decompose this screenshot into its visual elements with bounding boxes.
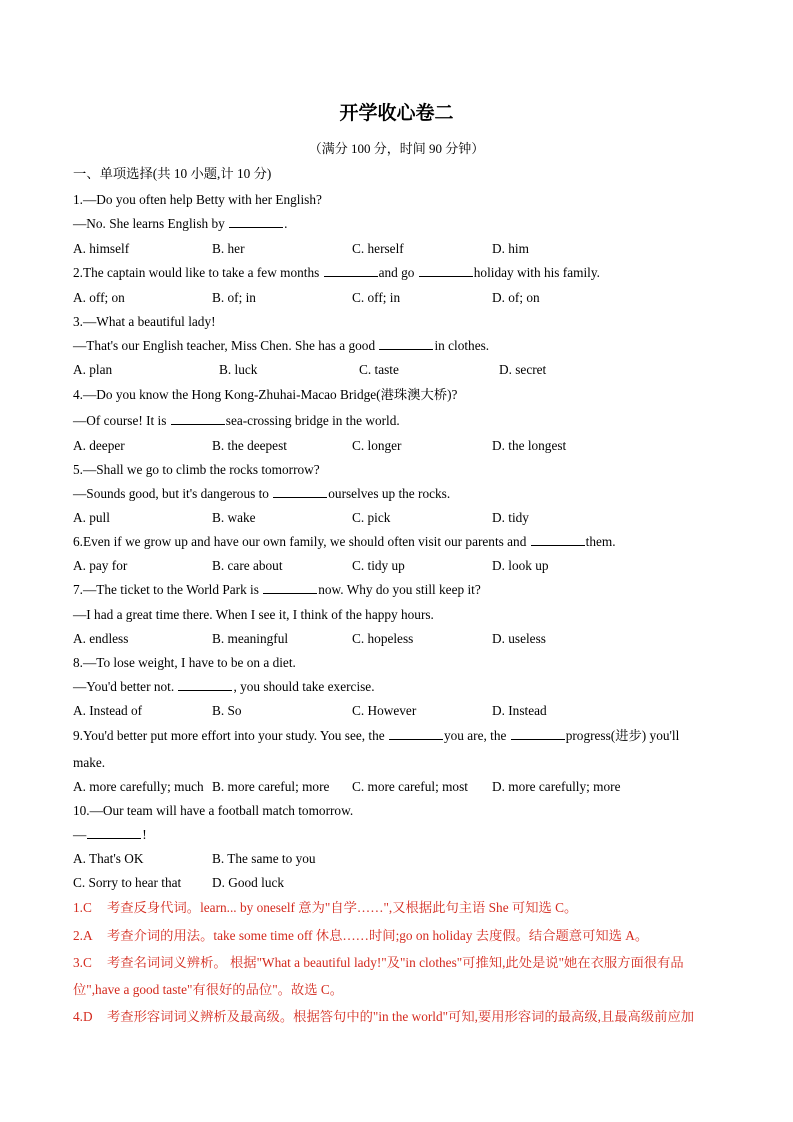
q8-reply-text: —You'd better not. [73,679,175,694]
answer-blank [171,412,225,425]
q9-option-a: A. more carefully; much [73,779,204,794]
answer-blank [379,337,433,350]
q9-text-1: 9.You'd better put more effort into your study. You see, the [73,728,385,743]
answer-text: 位",have a good taste"有很好的品位"。故选 C。 [73,982,344,997]
q10-option-a: A. That's OK [73,851,144,866]
q2-text-3: holiday with his family. [473,265,600,280]
q2-option-b: B. of; in [212,290,256,305]
answer-number: 1.C [73,900,92,915]
answer-blank [178,678,232,691]
q2-option-d: D. of; on [492,290,540,305]
q10-reply-text: — [73,827,87,842]
q3-reply-text: —That's our English teacher, Miss Chen. She has a good [73,338,376,353]
q6-option-c: C. tidy up [352,558,405,573]
answer-blank [531,533,585,546]
q7-stem [73,581,481,599]
answer-blank [229,215,283,228]
q1-option-b: B. her [212,241,245,256]
q4-reply [73,412,400,430]
q1-option-a: A. himself [73,241,130,256]
answer-explanation [73,899,577,917]
q3-reply-end: in clothes. [434,338,490,353]
q4-option-d: D. the longest [492,438,567,453]
q6-text-2: them. [585,534,616,549]
q8-option-d: D. Instead [492,703,547,718]
q9-stem [73,727,679,745]
q3-option-b: B. luck [219,362,258,377]
q6-option-b: B. care about [212,558,283,573]
q8-option-b: B. So [212,703,242,718]
q1-reply [73,215,287,233]
q6-option-a: A. pay for [73,558,128,573]
q8-option-a: A. Instead of [73,703,143,718]
q1-reply-text: —No. She learns English by [73,216,225,231]
q5-reply-end: ourselves up the rocks. [328,486,451,501]
answer-blank [324,264,378,277]
q2-option-c: C. off; in [352,290,401,305]
q9-option-b: B. more careful; more [212,779,330,794]
q10-reply [73,826,147,844]
answer-number: 3.C [73,955,92,970]
section-heading: 一、单项选择(共 10 小题,计 10 分) [73,166,272,181]
q2-option-a: A. off; on [73,290,125,305]
q10-option-c: C. Sorry to hear that [73,875,182,890]
q9-option-d: D. more carefully; more [492,779,621,794]
q3-option-a: A. plan [73,362,113,377]
answer-blank [273,485,327,498]
q2-text-1: 2.The captain would like to take a few months [73,265,320,280]
q1-stem: 1.—Do you often help Betty with her English? [73,192,322,207]
q7-text-1: 7.—The ticket to the World Park is [73,582,259,597]
answer-blank [263,581,317,594]
answer-text: 考查介词的用法。take some time off 休息……时间;go on holiday 去度假。结合题意可知选 A。 [107,928,649,943]
answer-explanation [73,954,684,972]
q5-reply [73,485,450,503]
q7-option-a: A. endless [73,631,129,646]
page-subtitle: （满分 100 分，时间 90 分钟） [308,141,485,156]
answer-text: 考查名词词义辨析。 根据"What a beautiful lady!"及"in clothes"可推知,此处是说"她在衣服方面很有品 [107,955,684,970]
q8-reply-end: , you should take exercise. [233,679,375,694]
q3-option-c: C. taste [359,362,399,377]
q5-option-b: B. wake [212,510,256,525]
q5-option-c: C. pick [352,510,391,525]
q6-stem [73,533,616,551]
q4-option-b: B. the deepest [212,438,287,453]
q3-option-d: D. secret [499,362,547,377]
q7-option-b: B. meaningful [212,631,289,646]
q5-stem: 5.—Shall we go to climb the rocks tomorrow? [73,462,320,477]
answer-blank [511,727,565,740]
q10-reply-end: ! [142,827,147,842]
q3-reply [73,337,489,355]
q9-stem-end: make. [73,755,106,770]
q1-option-d: D. him [492,241,529,256]
q7-text-2: now. Why do you still keep it? [318,582,481,597]
q2-stem [73,264,600,282]
q4-reply-end: sea-crossing bridge in the world. [225,413,400,428]
answer-blank [419,264,473,277]
q7-reply: —I had a great time there. When I see it, I think of the happy hours. [73,607,434,622]
q7-option-c: C. hopeless [352,631,414,646]
answer-explanation-cont [73,981,343,999]
q9-option-c: C. more careful; most [352,779,468,794]
answer-text: 考查反身代词。learn... by oneself 意为"自学……",又根据此句主语 She 可知选 C。 [107,900,578,915]
q6-text-1: 6.Even if we grow up and have our own family, we should often visit our parents and [73,534,527,549]
q1-reply-end: . [284,216,288,231]
q6-option-d: D. look up [492,558,549,573]
q10-stem: 10.—Our team will have a football match tomorrow. [73,803,354,818]
q10-option-d: D. Good luck [212,875,285,890]
answer-explanation [73,927,648,945]
answer-number: 4.D [73,1009,93,1024]
q4-stem: 4.—Do you know the Hong Kong-Zhuhai-Macao Bridge(港珠澳大桥)? [73,387,458,402]
q9-text-2: you are, the [443,728,507,743]
q3-stem: 3.—What a beautiful lady! [73,314,216,329]
q5-option-d: D. tidy [492,510,529,525]
q7-option-d: D. useless [492,631,546,646]
q8-reply [73,678,375,696]
answer-text: 考查形容词词义辨析及最高级。根据答句中的"in the world"可知,要用形容词的最高级,且最高级前应加 [107,1009,695,1024]
answer-blank [87,826,141,839]
q4-option-c: C. longer [352,438,402,453]
answer-number: 2.A [73,928,93,943]
q4-option-a: A. deeper [73,438,125,453]
q1-option-c: C. herself [352,241,404,256]
page-title: 开学收心卷二 [339,102,454,124]
q9-text-3: progress(进步) you'll [565,728,680,743]
q8-stem: 8.—To lose weight, I have to be on a diet. [73,655,296,670]
answer-blank [389,727,443,740]
q5-option-a: A. pull [73,510,110,525]
q4-reply-text: —Of course! It is [73,413,167,428]
q10-option-b: B. The same to you [212,851,316,866]
q2-text-2: and go [378,265,415,280]
q5-reply-text: —Sounds good, but it's dangerous to [73,486,269,501]
q8-option-c: C. However [352,703,417,718]
answer-explanation [73,1008,694,1026]
